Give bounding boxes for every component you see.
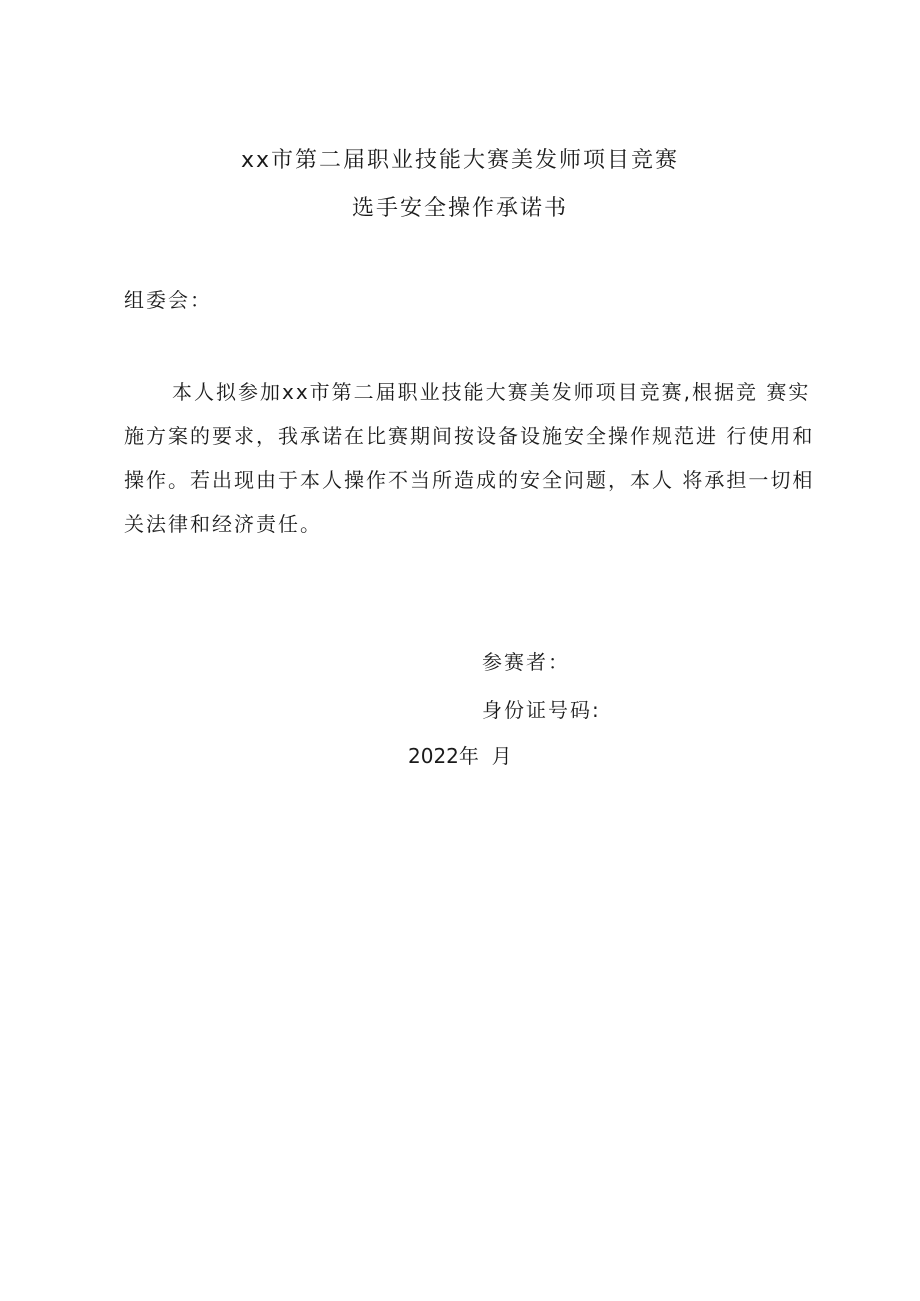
date-line: 2022年 月 xyxy=(408,744,512,768)
paragraph-line: 施方案的要求，我承诺在比赛期间按设备设施安全操作规范进 行使用和 xyxy=(124,424,815,448)
paragraph-line: 关法律和经济责任。 xyxy=(124,512,322,536)
salutation: 组委会： xyxy=(124,288,212,312)
paragraph-line: 操作。若出现由于本人操作不当所造成的安全问题，本人 将承担一切相 xyxy=(124,468,815,492)
document-subtitle: 选手安全操作承诺书 xyxy=(351,196,568,221)
id-number-label: 身份证号码: xyxy=(482,698,601,722)
paragraph-line: 本人拟参加xx市第二届职业技能大赛美发师项目竞赛,根据竞 赛实 xyxy=(172,380,811,404)
pledge-paragraph xyxy=(124,370,815,546)
participant-signature-label: 参赛者： xyxy=(482,650,570,674)
document-title: xx市第二届职业技能大赛美发师项目竞赛 xyxy=(240,148,680,173)
